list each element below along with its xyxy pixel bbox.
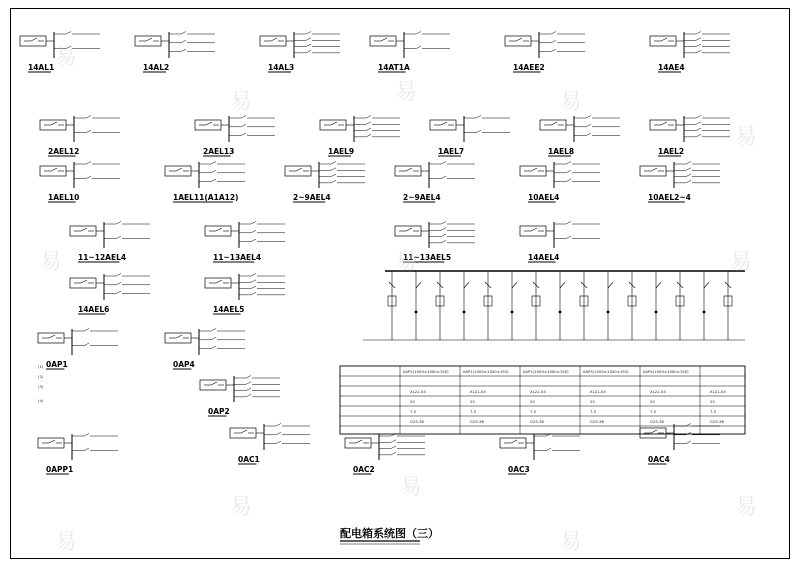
table-header-cell: 0AP2(1500×1500×150) <box>403 369 449 374</box>
panel-14ae4 <box>650 32 730 73</box>
panel-14al3 <box>260 32 340 73</box>
watermark-glyph: 易 <box>230 495 253 520</box>
watermark-glyph: 易 <box>395 80 418 105</box>
table-cell: G25-36 <box>470 419 484 424</box>
panel-1ael7 <box>430 116 510 157</box>
panel-label: 14AEL4 <box>528 253 560 262</box>
panel-0ap1 <box>38 329 118 370</box>
table-cell: 25 <box>470 399 475 404</box>
table-cell: 7.5 <box>470 409 477 414</box>
panel-1ael2 <box>650 116 730 157</box>
table-cell: XL21-04 <box>590 389 606 394</box>
panel-1ael9 <box>320 116 400 157</box>
panel-2ael12 <box>40 116 120 157</box>
watermark-glyph: 易 <box>560 90 583 115</box>
panel-2~9ael4 <box>285 162 365 203</box>
panel-label: 14AL1 <box>28 63 55 72</box>
panel-group <box>20 32 730 475</box>
panel-label: 0AP2 <box>208 407 230 416</box>
table-cell: 25 <box>710 399 715 404</box>
panel-label: 1AEL8 <box>548 147 575 156</box>
panel-label: 0AP4 <box>173 360 195 369</box>
table-cell: 7.5 <box>410 409 417 414</box>
panel-14ael5 <box>205 274 285 315</box>
panel-label: 10AEL2~4 <box>648 193 691 202</box>
watermark-glyph: 易 <box>395 250 418 275</box>
panel-14ael6 <box>70 274 150 315</box>
panel-0ap2 <box>200 376 280 417</box>
table-cell: XL21-04 <box>410 389 426 394</box>
panel-label: 14AEL6 <box>78 305 110 314</box>
watermark-glyph: 易 <box>230 90 253 115</box>
panel-2~9ael4 <box>395 162 475 203</box>
watermark-glyph: 易 <box>730 250 753 275</box>
watermark-glyph: 易 <box>55 530 78 555</box>
panel-11~13ael4 <box>205 222 285 263</box>
panel-14ael4 <box>520 222 600 263</box>
watermark-glyph: 易 <box>40 250 63 275</box>
note-3: (3) <box>38 384 44 389</box>
panel-label: 14AE4 <box>658 63 685 72</box>
panel-label: 11~12AEL4 <box>78 253 127 262</box>
table-cell: XL21-04 <box>650 389 666 394</box>
watermark-glyph: 易 <box>735 125 758 150</box>
panel-14at1a <box>370 32 450 73</box>
panel-label: 0AC2 <box>353 465 375 474</box>
panel-label: 14AL2 <box>143 63 170 72</box>
panel-label: 10AEL4 <box>528 193 560 202</box>
panel-10ael4 <box>520 162 600 203</box>
panel-label: 1AEL7 <box>438 147 465 156</box>
panel-label: 1AEL10 <box>48 193 80 202</box>
panel-10ael2~4 <box>640 162 720 203</box>
watermark-glyph: 易 <box>560 530 583 555</box>
panel-0app1 <box>38 434 118 475</box>
table-cell: 7.5 <box>710 409 717 414</box>
table-header-cell: 0AP4(1500×1500×150) <box>643 369 689 374</box>
table-cell: G25-36 <box>590 419 604 424</box>
panel-label: 0AC4 <box>648 455 670 464</box>
drawing-title: 配电箱系统图（三） <box>340 527 439 540</box>
panel-1ael11(a1a12) <box>165 162 245 203</box>
panel-0ac2 <box>345 434 425 475</box>
table-cell: XL21-04 <box>470 389 486 394</box>
table-cell: 25 <box>650 399 655 404</box>
panel-14aee2 <box>505 32 585 73</box>
panel-label: 0AP1 <box>46 360 68 369</box>
panel-2ael13 <box>195 116 275 157</box>
note-2: (2) <box>38 374 44 379</box>
panel-label: 11~13AEL4 <box>213 253 262 262</box>
table-cell: XL21-04 <box>710 389 726 394</box>
table-cell: G25-36 <box>530 419 544 424</box>
table-cell: 7.5 <box>590 409 597 414</box>
note-4: (4) <box>38 398 44 403</box>
table-cell: XL21-04 <box>530 389 546 394</box>
table-cell: 7.5 <box>530 409 537 414</box>
panel-label: 1AEL9 <box>328 147 355 156</box>
panel-label: 2AEL12 <box>48 147 80 156</box>
panel-label: 0AC3 <box>508 465 530 474</box>
table-cell: 25 <box>530 399 535 404</box>
distribution-table <box>340 366 745 434</box>
panel-11~12ael4 <box>70 222 150 263</box>
watermark-glyph: 易 <box>55 45 78 70</box>
table-header-cell: 0AP1(1500×1500×150) <box>463 369 509 374</box>
panel-label: 2~9AEL4 <box>293 193 331 202</box>
table-cell: 25 <box>410 399 415 404</box>
panel-14al2 <box>135 32 215 73</box>
panel-label: 1AEL2 <box>658 147 685 156</box>
busbar-diagram <box>363 271 745 340</box>
table-cell: G25-36 <box>410 419 424 424</box>
panel-label: 1AEL11(A1A12) <box>173 193 239 202</box>
panel-label: 0APP1 <box>46 465 74 474</box>
table-cell: G25-36 <box>650 419 664 424</box>
table-cell: 25 <box>590 399 595 404</box>
panel-0ac3 <box>500 434 580 475</box>
panel-label: 0AC1 <box>238 455 260 464</box>
table-header-cell: 0AP3(1500×1500×150) <box>583 369 629 374</box>
panel-label: 11~13AEL5 <box>403 253 452 262</box>
watermark-glyph: 易 <box>735 495 758 520</box>
panel-0ac4 <box>640 424 720 465</box>
panel-label: 2AEL13 <box>203 147 235 156</box>
watermark-glyph: 易 <box>400 475 423 500</box>
panel-1ael10 <box>40 162 120 203</box>
panel-label: 14AEL5 <box>213 305 245 314</box>
note-1: (1) <box>38 364 44 369</box>
panel-label: 14AEE2 <box>513 63 545 72</box>
panel-label: 2~9AEL4 <box>403 193 441 202</box>
notes-block <box>38 364 44 403</box>
panel-0ac1 <box>230 424 310 465</box>
table-cell: 7.5 <box>650 409 657 414</box>
panel-0ap4 <box>165 329 245 370</box>
table-cell: G25-36 <box>710 419 724 424</box>
panel-label: 14AT1A <box>378 63 410 72</box>
table-header-cell: 0AP1(1500×1500×150) <box>523 369 569 374</box>
panel-label: 14AL3 <box>268 63 295 72</box>
panel-1ael8 <box>540 116 620 157</box>
